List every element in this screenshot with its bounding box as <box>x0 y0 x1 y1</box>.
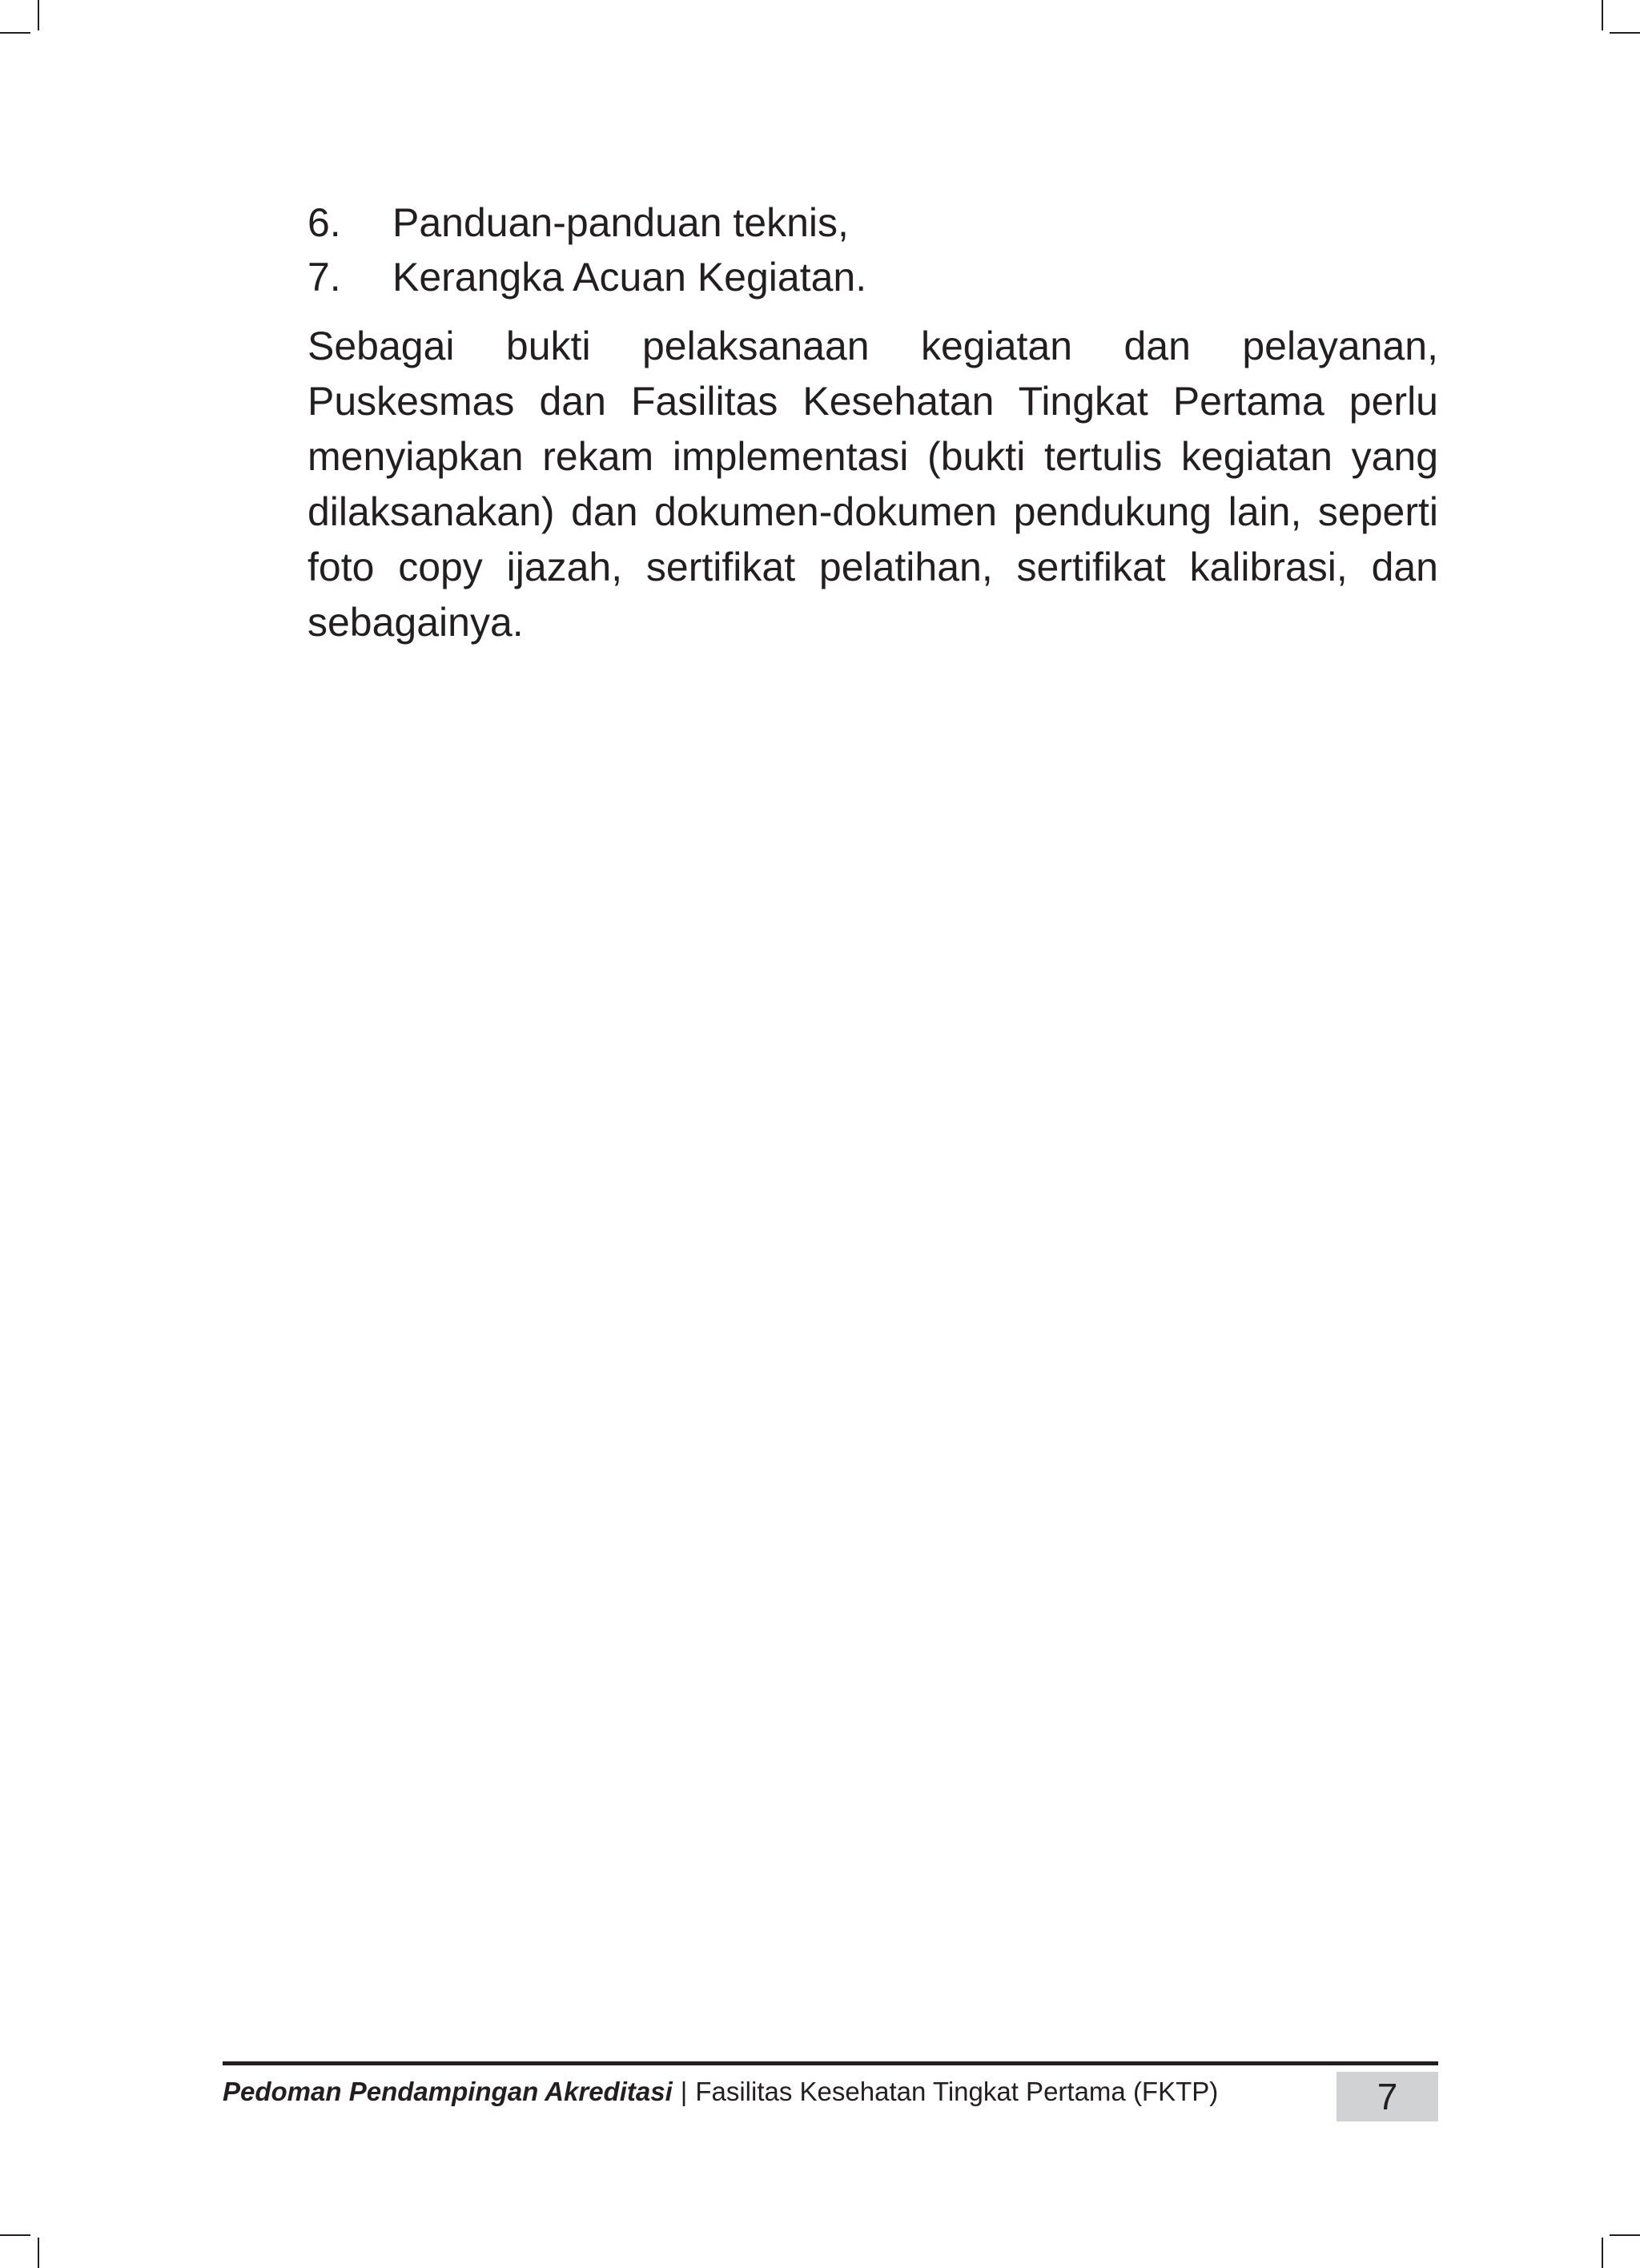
page-number-text: 7 <box>1377 2076 1398 2117</box>
list-item <box>308 195 1438 250</box>
footer-divider <box>223 2061 1438 2065</box>
crop-mark-bottom-left-h <box>0 2234 30 2236</box>
crop-mark-top-left <box>38 0 39 30</box>
list-item-number: 7. <box>308 255 341 300</box>
crop-mark-top-right <box>1602 0 1603 30</box>
crop-mark-bottom-right-h <box>1610 2234 1640 2236</box>
footer-separator: | <box>680 2077 688 2106</box>
list-item-text: Panduan-panduan teknis, <box>392 200 849 245</box>
list-item-text: Kerangka Acuan Kegiatan. <box>392 255 867 300</box>
page-body <box>308 195 1438 650</box>
crop-mark-top-right-h <box>1610 32 1640 34</box>
page-number <box>1337 2072 1438 2121</box>
crop-mark-bottom-right <box>1602 2238 1603 2268</box>
footer-subtitle: Fasilitas Kesehatan Tingkat Pertama (FKTP) <box>695 2077 1219 2106</box>
crop-mark-top-left-h <box>0 32 30 34</box>
footer <box>223 2074 1218 2109</box>
crop-mark-bottom-left <box>38 2238 39 2268</box>
list-item-number: 6. <box>308 200 341 245</box>
footer-book-title: Pedoman Pendampingan Akreditasi <box>223 2077 673 2106</box>
list-item <box>308 250 1438 304</box>
body-paragraph: Sebagai bukti pelaksanaan kegiatan dan pelayanan, Puskesmas dan Fasilitas Kesehatan Tingkat Pertama perlu menyiapkan rekam implementasi (bukti tertulis kegiatan yang dilaksanakan) dan dokumen-dokumen pendukung lain, seperti foto copy ijazah, sertifikat pelatihan, sertifikat kalibrasi, dan sebagainya. <box>308 324 1438 645</box>
